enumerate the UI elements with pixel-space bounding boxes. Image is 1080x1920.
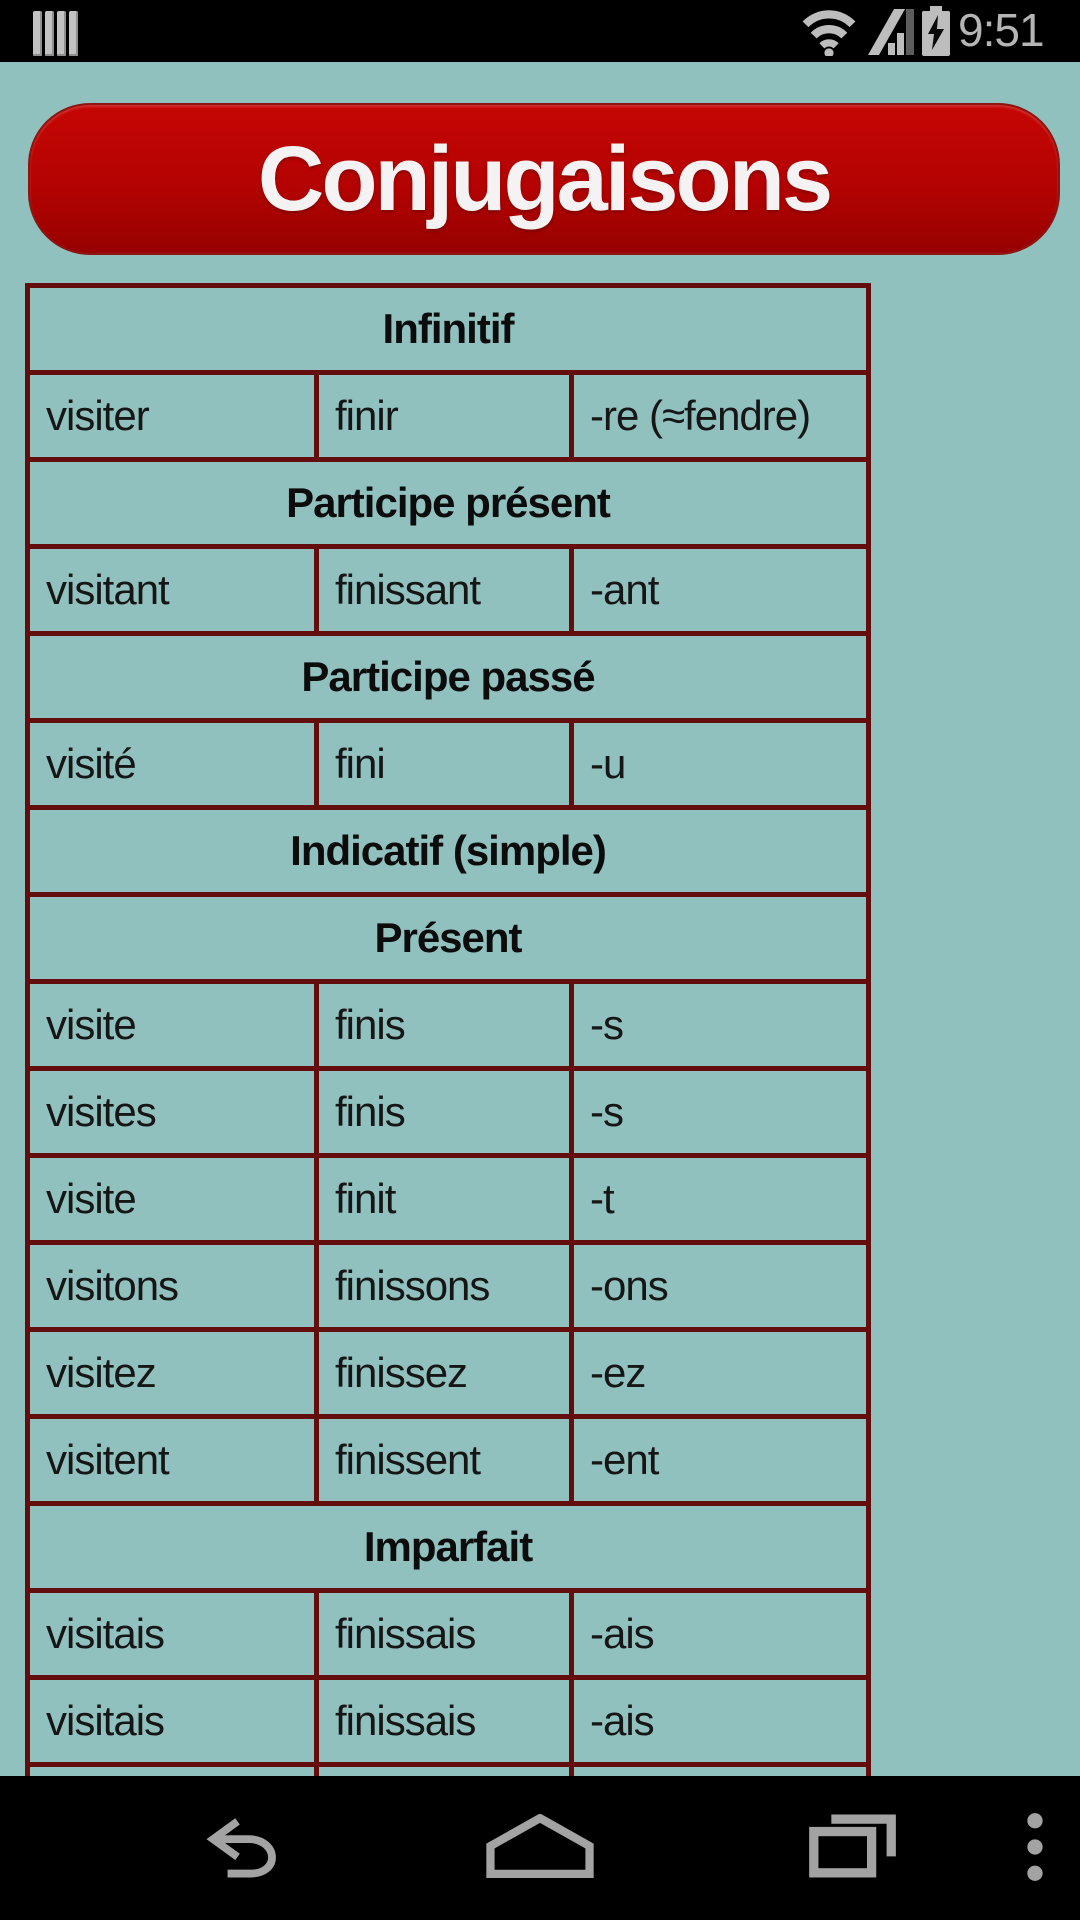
conjugation-cell: -t [572,1156,869,1243]
conjugation-row [28,1330,869,1417]
conjugation-cell: visites [28,1069,317,1156]
conjugation-row [28,547,869,634]
conjugation-row [28,1069,869,1156]
conjugation-cell: -u [572,721,869,808]
conjugation-cell: finis [317,982,572,1069]
conjugation-cell: -s [572,1069,869,1156]
navigation-bar [0,1776,1080,1920]
conjugation-cell: -ez [572,1330,869,1417]
conjugation-cell: finir [317,373,572,460]
conjugation-cell: visitent [28,1417,317,1504]
status-bar[interactable] [0,0,1080,62]
conjugation-row [28,1678,869,1765]
conjugation-cell: visité [28,721,317,808]
home-button[interactable] [486,1814,594,1878]
conjugation-cell: -ais [572,1591,869,1678]
conjugation-row [28,1591,869,1678]
conjugation-table [25,283,871,1854]
conjugation-cell: -ant [572,547,869,634]
conjugation-table-body [28,286,869,1852]
section-header: Participe passé [28,634,869,721]
section-header: Participe présent [28,460,869,547]
conjugation-row [28,1156,869,1243]
section-header-row [28,1504,869,1591]
recents-button[interactable] [806,1814,898,1878]
conjugation-cell: -re (≈fendre) [572,373,869,460]
conjugation-cell: finissais [317,1678,572,1765]
conjugation-cell: visitais [28,1591,317,1678]
section-header: Infinitif [28,286,869,373]
conjugation-cell: visite [28,1156,317,1243]
conjugation-cell: finis [317,1069,572,1156]
section-header-row [28,895,869,982]
conjugation-row [28,1417,869,1504]
section-header-row [28,634,869,721]
conjugation-cell: finissant [317,547,572,634]
conjugation-cell: visiter [28,373,317,460]
conjugation-cell: visitez [28,1330,317,1417]
back-button[interactable] [196,1818,288,1878]
section-header: Imparfait [28,1504,869,1591]
conjugation-cell: -ais [572,1678,869,1765]
conjugation-cell: visitant [28,547,317,634]
conjugation-cell: fini [317,721,572,808]
notification-bars-icon [33,11,78,56]
conjugation-cell: finissent [317,1417,572,1504]
conjugation-row [28,373,869,460]
app-title-banner [28,103,1060,255]
page-title: Conjugaisons [257,127,831,230]
section-header: Indicatif (simple) [28,808,869,895]
menu-overflow-button[interactable] [1026,1812,1044,1882]
conjugation-cell: finissais [317,1591,572,1678]
conjugation-cell: visitons [28,1243,317,1330]
conjugation-cell: visitais [28,1678,317,1765]
section-header-row [28,808,869,895]
section-header-row [28,286,869,373]
section-header: Présent [28,895,869,982]
conjugation-cell: visite [28,982,317,1069]
conjugation-cell: finissons [317,1243,572,1330]
conjugation-row [28,1243,869,1330]
clock-text: 9:51 [958,4,1044,56]
conjugation-cell: -s [572,982,869,1069]
conjugation-row [28,721,869,808]
conjugation-cell: finit [317,1156,572,1243]
cell-signal-icon [868,9,914,55]
wifi-icon [800,9,858,56]
section-header-row [28,460,869,547]
conjugation-cell: -ent [572,1417,869,1504]
conjugation-row [28,982,869,1069]
conjugation-cell: -ons [572,1243,869,1330]
conjugation-cell: finissez [317,1330,572,1417]
battery-charging-icon [920,6,952,56]
